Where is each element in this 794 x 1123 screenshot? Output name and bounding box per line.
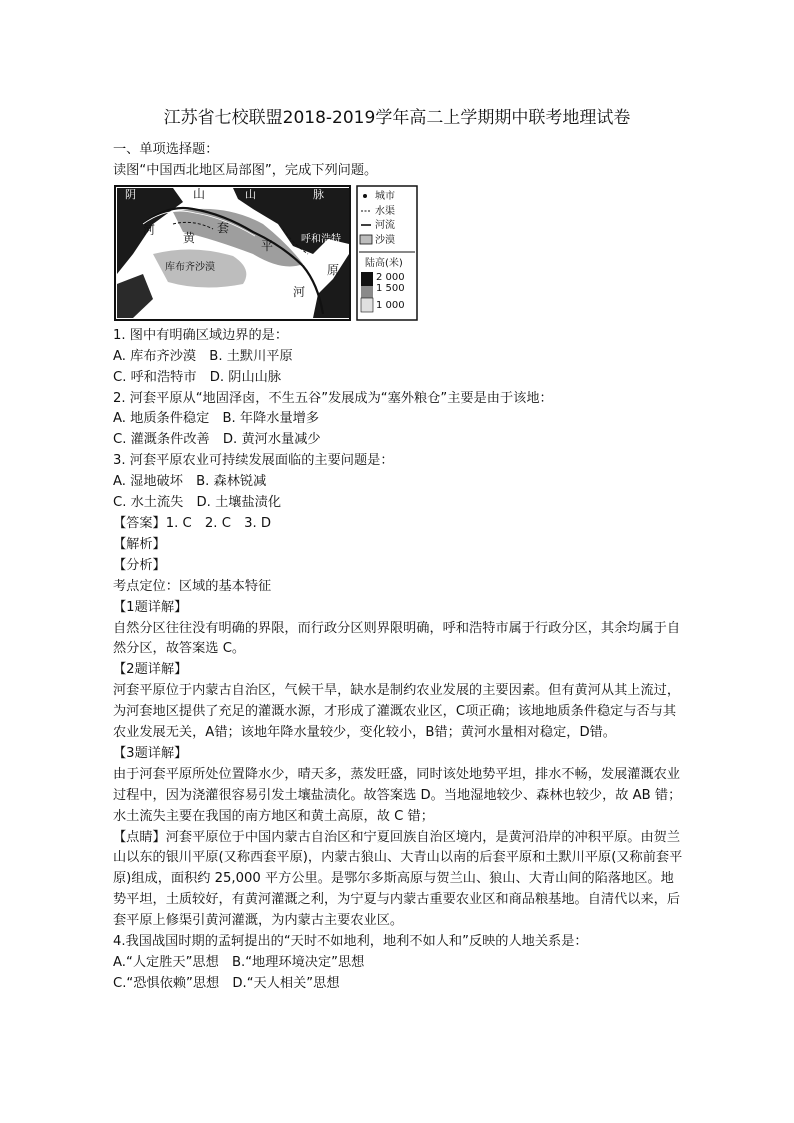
legend-elev-1500: 1 500 [376, 282, 405, 294]
map-label-shan2: 山 [245, 187, 256, 201]
q4-options-ab: A.“人定胜天”思想 B.“地理环境决定”思想 [113, 955, 365, 970]
legend-elev-2000-icon [361, 272, 373, 286]
map-label-he2: 河 [293, 284, 306, 299]
legend-elev-1500-icon [361, 286, 373, 298]
legend-canal: 水渠 [375, 205, 395, 217]
q1-stem: 1. 图中有明确区域边界的是： [113, 327, 289, 343]
legend-elevation: 陆高(米) [365, 257, 403, 269]
map-label-yuan: 原 [327, 262, 340, 277]
map-label-shan1: 山 [193, 186, 206, 201]
q2-explanation-heading: 【2题详解】 [113, 662, 188, 678]
analysis-heading: 【解析】 [113, 536, 166, 552]
q2-explanation: 河套平原位于内蒙古自治区，气候干旱，缺水是制约农业发展的主要因素。但有黄河从其上流过，为河套地区提供了充足的灌溉水源，才形成了灌溉农业区，C项正确；该地地质条件稳定与否与其农业发展无关，A错；该地年降水量较少，变化较小，B错；黄河水量相对稳定，D错。 [113, 683, 681, 741]
map-label-huang: 黄 [183, 230, 196, 245]
legend-desert: 沙漠 [375, 234, 395, 246]
q3-options-ab: A. 湿地破坏 B. 森林锐减 [113, 474, 267, 490]
section-heading: 一、单项选择题： [113, 142, 219, 157]
map-intro: 读图“中国西北地区局部图”，完成下列问题。 [113, 162, 378, 178]
q3-stem: 3. 河套平原农业可持续发展面临的主要问题是： [113, 453, 394, 469]
legend-city: 城市 [375, 190, 395, 202]
map-figure [113, 184, 553, 324]
q3-explanation: 由于河套平原所处位置降水少，晴天多，蒸发旺盛，同时该处地势平坦，排水不畅，发展灌溉农业过程中，因为浇灌很容易引发土壤盐渍化。故答案选 D。当地湿地较少、森林也较少，故 AB 错；水土流失主要在我国的南方地区和黄土高原，故 C 错； [113, 766, 682, 824]
q4-stem: 4.我国战国时期的孟轲提出的“天时不如地利，地利不如人和”反映的人地关系是： [113, 934, 588, 950]
document-title: 江苏省七校联盟2018-2019学年高二上学期期中联考地理试卷 [163, 108, 631, 128]
legend-desert-icon [360, 235, 372, 244]
northwest-china-map [113, 184, 553, 324]
topic-location: 考点定位：区域的基本特征 [113, 578, 272, 594]
legend-city-icon [363, 194, 367, 198]
map-label-tao: 套 [217, 220, 230, 235]
q4-options-cd: C.“恐惧依赖”思想 D.“天人相关”思想 [113, 975, 340, 991]
q2-options-ab: A. 地质条件稳定 B. 年降水量增多 [113, 411, 320, 427]
q1-explanation-heading: 【1题详解】 [113, 599, 188, 615]
answer-line: 【答案】1. C 2. C 3. D [113, 515, 272, 531]
legend-elev-1000: 1 000 [376, 299, 405, 311]
q1-explanation: 自然分区往往没有明确的界限，而行政分区则界限明确，呼和浩特市属于行政分区，其余均属于自然分区，故答案选 C。 [113, 620, 681, 657]
map-label-ping: 平 [261, 238, 274, 253]
map-label-mai: 脉 [313, 187, 324, 201]
breakdown-heading: 【分析】 [113, 557, 166, 573]
q1-options-cd: C. 呼和浩特市 D. 阴山山脉 [113, 369, 282, 385]
q2-stem: 2. 河套平原从“地固泽卤，不生五谷”发展成为“塞外粮仓”主要是由于该地： [113, 390, 553, 406]
legend-elev-2000: 2 000 [376, 271, 405, 283]
map-label-he1: 河 [143, 222, 156, 237]
key-point: 【点睛】河套平原位于中国内蒙古自治区和宁夏回族自治区境内，是黄河沿岸的冲积平原。由贺兰山以东的银川平原(又称西套平原)，内蒙古狼山、大青山以南的后套平原和土默川平原(又称前套平原)组成，面积约 25,000 平方公里。是鄂尔多斯高原与贺兰山、狼山、大青山间的陷落地区。地势平坦，土质较好，有黄河灌溉之利，为宁夏与内蒙古重要农业区和商品粮基地。自清代以来，后套平原上修渠引黄河灌溉，为内蒙古主要农业区。 [113, 829, 683, 929]
legend-elev-1000-icon [361, 298, 373, 312]
map-label-yin: 阴 [125, 187, 136, 201]
map-label-kubuqi: 库布齐沙漠 [165, 261, 215, 273]
q3-options-cd: C. 水土流失 D. 土壤盐渍化 [113, 495, 282, 511]
q1-options-ab: A. 库布齐沙漠 B. 土默川平原 [113, 348, 293, 364]
q2-options-cd: C. 灌溉条件改善 D. 黄河水量减少 [113, 432, 321, 448]
document-body [113, 140, 683, 995]
map-label-huhehaote: 呼和浩特 [301, 233, 341, 245]
legend-river: 河流 [375, 219, 395, 231]
q3-explanation-heading: 【3题详解】 [113, 745, 188, 761]
